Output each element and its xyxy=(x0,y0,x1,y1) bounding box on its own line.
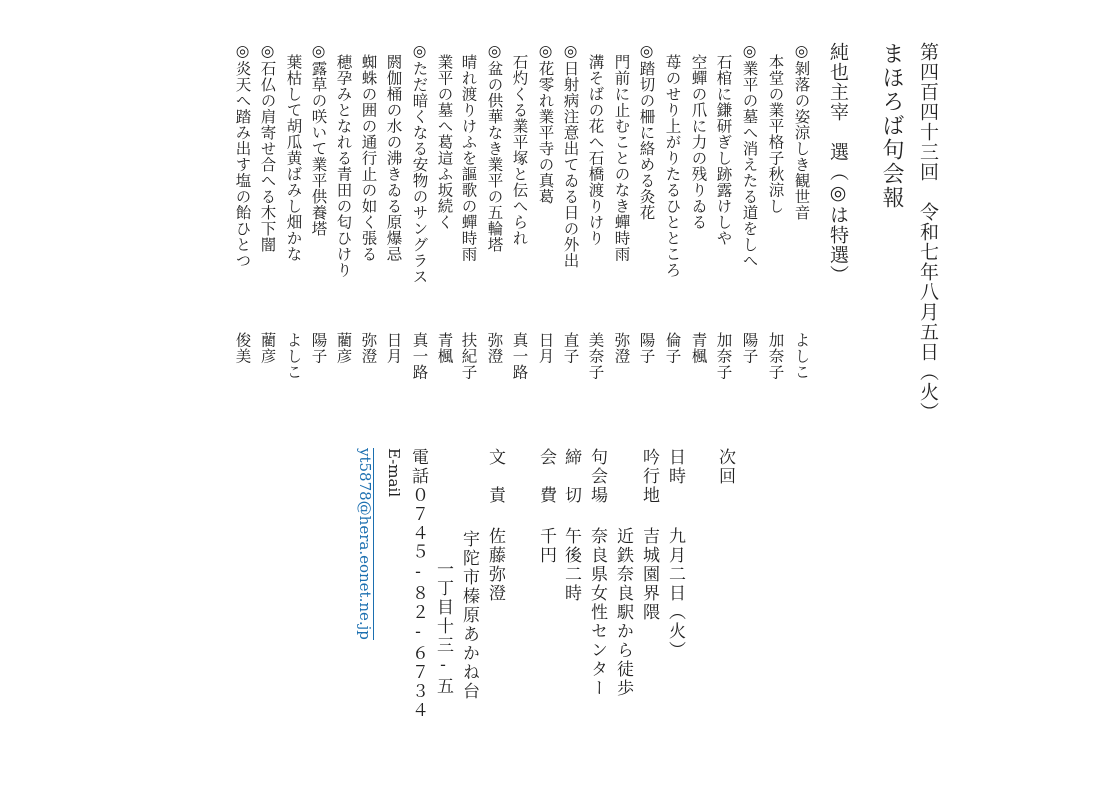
haiku-author: 弥澄 xyxy=(359,332,378,364)
page-title: まほろば句会報 xyxy=(879,42,904,210)
haiku-author: 陽子 xyxy=(740,332,759,364)
address-line-2: 一丁目十三‐五 xyxy=(433,560,453,696)
haiku-text: 門前に止むことのなき蟬時雨 xyxy=(612,54,631,262)
haiku-author: 陽子 xyxy=(309,332,328,364)
issue-line xyxy=(918,42,937,422)
info-value: 近鉄奈良駅から徒歩 xyxy=(613,527,633,698)
haiku-text: ◎花零れ業平寺の真葛 xyxy=(536,42,555,205)
haiku-text: ◎炎天へ踏み出す塩の飴ひとつ xyxy=(233,42,252,269)
email-link[interactable]: yt5878@hera.eonet.ne.jp xyxy=(356,448,374,640)
haiku-text: ◎石仏の肩寄せ合へる木下闇 xyxy=(258,42,277,253)
haiku-text: 穂孕みとなれる青田の匂ひけり xyxy=(334,54,353,278)
haiku-author: 扶紀子 xyxy=(459,332,478,380)
info-label: 日時 xyxy=(665,448,685,486)
haiku-text: 葉枯して胡瓜黄ばみし畑かな xyxy=(284,54,303,262)
info-label: 吟行地 xyxy=(639,448,659,505)
issue-date: 令和七年八月五日（火） xyxy=(917,202,939,422)
haiku-author: 加奈子 xyxy=(714,332,733,380)
haiku-text: ◎盆の供華なき業平の五輪塔 xyxy=(485,42,504,253)
info-value: 午後二時 xyxy=(561,527,581,603)
email-label: E-mail xyxy=(385,448,403,498)
haiku-author: 倫子 xyxy=(663,332,682,364)
haiku-author: 藺彦 xyxy=(258,332,277,364)
info-value: 吉城園界隈 xyxy=(639,527,659,622)
info-label: 会 費 xyxy=(536,448,556,505)
contact-name: 佐藤弥澄 xyxy=(485,527,505,603)
haiku-text: ◎踏切の柵に絡める灸花 xyxy=(637,42,656,221)
haiku-text: 本堂の業平格子秋涼し xyxy=(766,54,785,214)
haiku-author: 真一路 xyxy=(410,332,429,380)
haiku-author: 加奈子 xyxy=(766,332,785,380)
contact-label: 文 責 xyxy=(485,448,505,505)
haiku-author: 青楓 xyxy=(435,332,454,364)
haiku-author: 日月 xyxy=(536,332,555,364)
selection-heading: 純也主宰 選（◎は特選） xyxy=(827,42,849,285)
haiku-author: 直子 xyxy=(561,332,580,364)
haiku-author: 美奈子 xyxy=(586,332,605,380)
info-value: 九月二日（火） xyxy=(665,527,685,660)
haiku-author: 青楓 xyxy=(689,332,708,364)
haiku-text: 閼伽桶の水の沸きゐる原爆忌 xyxy=(384,54,403,262)
haiku-author: 弥澄 xyxy=(612,332,631,364)
haiku-text: ◎ただ暗くなる安物のサングラス xyxy=(410,42,429,285)
haiku-text: 空蟬の爪に力の残りゐる xyxy=(689,54,708,230)
haiku-author: 藺彦 xyxy=(334,332,353,364)
haiku-text: 晴れ渡りけふを謳歌の蟬時雨 xyxy=(459,54,478,262)
haiku-author: 弥澄 xyxy=(485,332,504,364)
haiku-author: 俊美 xyxy=(233,332,252,364)
info-value: 奈良県女性センター xyxy=(587,527,607,698)
haiku-text: 蜘蛛の囲の通行止の如く張る xyxy=(359,54,378,262)
haiku-author: よしこ xyxy=(792,332,811,380)
haiku-author: よしこ xyxy=(284,332,303,380)
haiku-author: 陽子 xyxy=(637,332,656,364)
haiku-text: 石灼くる業平塚と伝へられ xyxy=(510,54,529,246)
info-label: 締 切 xyxy=(561,448,581,505)
haiku-text: 業平の墓へ葛這ふ坂続く xyxy=(435,54,454,230)
haiku-author: 日月 xyxy=(384,332,403,364)
haiku-text: ◎日射病注意出てゐる日の外出 xyxy=(561,42,580,269)
haiku-text: ◎露草の咲いて業平供養塔 xyxy=(309,42,328,237)
haiku-text: 溝そばの花へ石橋渡りけり xyxy=(586,54,605,246)
haiku-text: ◎剝落の姿涼しき観世音 xyxy=(792,42,811,221)
haiku-text: 苺のせり上がりたるひとところ xyxy=(663,54,682,278)
info-label: 句会場 xyxy=(587,448,607,505)
info-value: 千円 xyxy=(536,527,556,565)
address-line-1: 宇陀市榛原あかね台 xyxy=(459,530,479,701)
next-meeting-heading: 次回 xyxy=(715,448,735,486)
haiku-text: 石棺に鎌研ぎし跡露けしや xyxy=(714,54,733,246)
haiku-author: 真一路 xyxy=(510,332,529,380)
phone-number: 電話０７４５‐８２‐６７３４ xyxy=(408,448,428,720)
issue-number: 第四百四十三回 xyxy=(917,42,939,182)
haiku-text: ◎業平の墓へ消えたる道をしへ xyxy=(740,42,759,269)
